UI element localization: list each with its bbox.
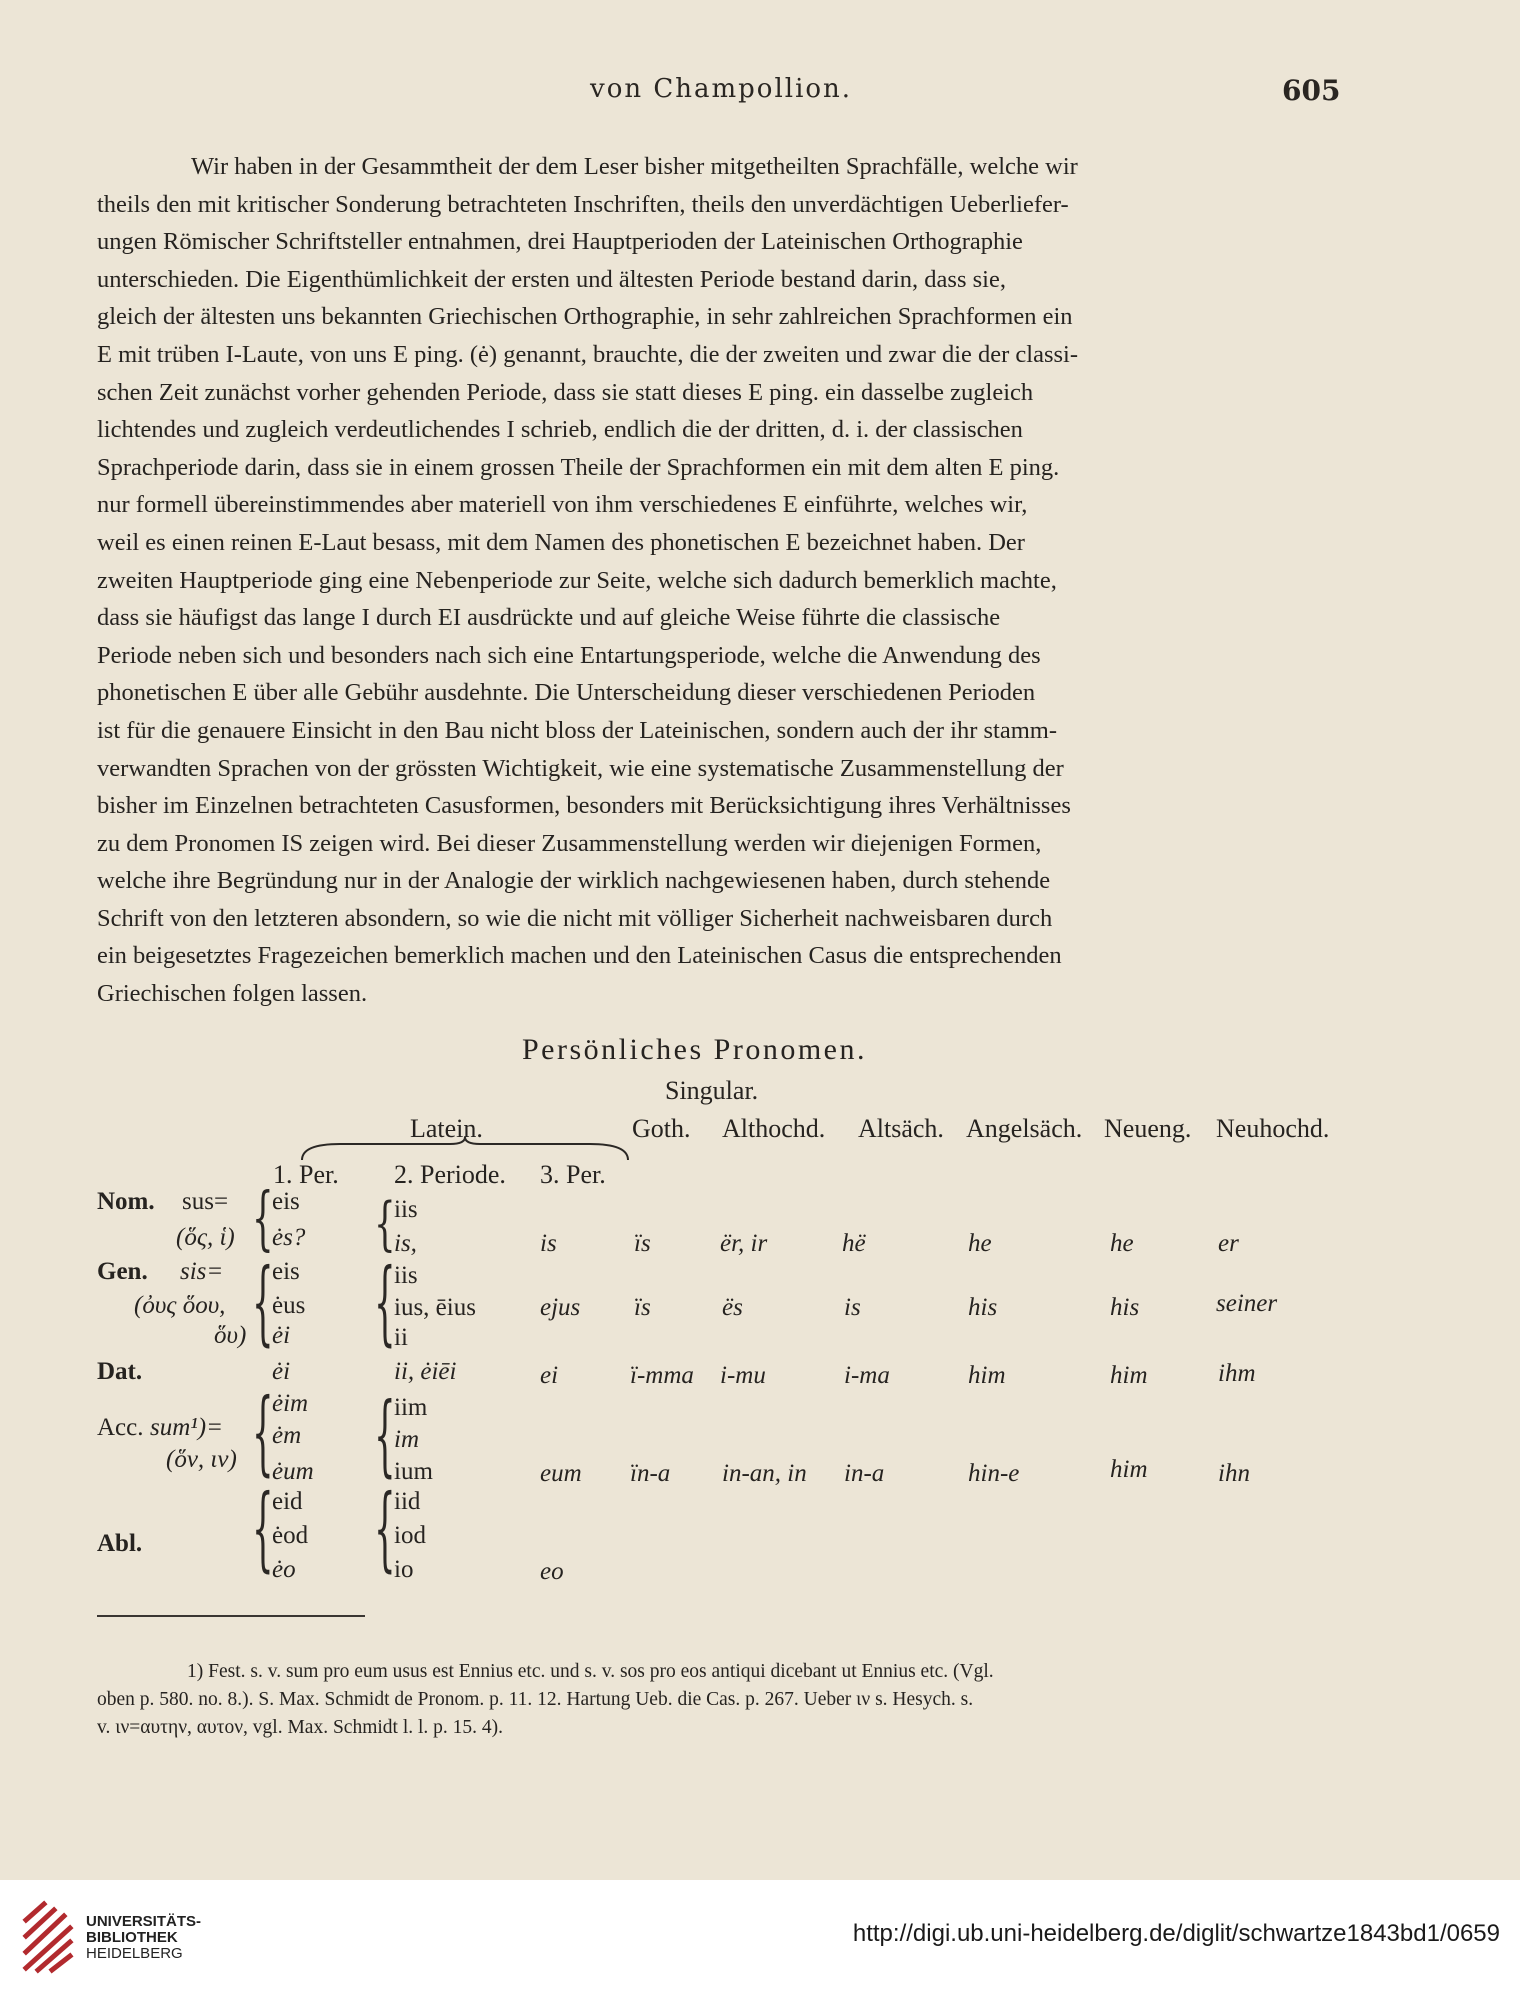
nom-p1-b: ės? xyxy=(272,1224,306,1251)
body-line: nur formell übereinstimmendes aber materiell von ihm verschiedenes E einführte, welches wir, xyxy=(97,491,1028,519)
acc-p1-b: ėm xyxy=(272,1422,302,1449)
gen-greek-a: (ὀυς ὅου, xyxy=(134,1292,226,1319)
gen-ags: his xyxy=(968,1294,998,1321)
period-header-1: 1. Per. xyxy=(273,1160,339,1189)
abl-p1-a: eid xyxy=(272,1488,303,1515)
body-line: Griechischen folgen lassen. xyxy=(97,980,368,1008)
viewer-footer xyxy=(0,1880,1520,1996)
body-line: welche ihre Begründung nur in der Analogie der wirklich nachgewiesenen haben, durch stehende xyxy=(97,867,1051,895)
body-line: Schrift von den letzteren absondern, so wie die nicht mit völliger Sicherheit nachweisbaren durch xyxy=(97,904,1053,932)
acc-nhd: ihn xyxy=(1218,1460,1250,1487)
nom-p1-a: eis xyxy=(272,1188,300,1215)
brace-icon: { xyxy=(374,1475,396,1584)
gen-nhd: seiner xyxy=(1216,1290,1278,1317)
body-line: Periode neben sich und besonders nach sich eine Entartungsperiode, welche die Anwendung des xyxy=(97,641,1041,669)
period-header-3: 3. Per. xyxy=(540,1160,606,1189)
nom-base: sus= xyxy=(182,1188,229,1215)
lang-header-ne: Neueng. xyxy=(1104,1114,1192,1143)
lang-header-nhd: Neuhochd. xyxy=(1216,1114,1330,1143)
footnote-line: 1) Fest. s. v. sum pro eum usus est Ennius etc. und s. v. sos pro eos antiqui dicebant ut Ennius etc. (Vgl. xyxy=(187,1661,994,1682)
case-label-acc: Acc. xyxy=(97,1414,144,1441)
abl-p2-a: iid xyxy=(394,1488,421,1515)
footnote-line: oben p. 580. no. 8.). S. Max. Schmidt de Pronom. p. 11. 12. Hartung Ueb. die Cas. p. 267. Ueber ιν s. Hesych. s. xyxy=(97,1689,974,1710)
nom-as: hë xyxy=(842,1230,866,1257)
page-number: 605 xyxy=(1282,74,1341,107)
gen-goth: ïs xyxy=(634,1294,651,1321)
body-line: Wir haben in der Gesammtheit der dem Leser bisher mitgetheilten Sprachfälle, welche wir xyxy=(191,153,1078,180)
gen-base: sis= xyxy=(180,1258,224,1285)
dat-p1: ėi xyxy=(272,1358,291,1385)
lang-header-ags: Angelsäch. xyxy=(966,1114,1083,1143)
body-line: E mit trüben I-Laute, von uns E ping. (ė) genannt, brauchte, die der zweiten und zwar die der classi- xyxy=(97,340,1079,368)
library-name-line: UNIVERSITÄTS- xyxy=(86,1913,202,1930)
abl-p1-c: ėo xyxy=(272,1556,296,1583)
brace-icon: { xyxy=(374,1249,396,1358)
body-line: ungen Römischer Schriftsteller entnahmen, drei Hauptperioden der Lateinischen Orthographie xyxy=(97,228,1023,256)
dat-ags: him xyxy=(968,1362,1006,1389)
dat-ne: him xyxy=(1110,1362,1148,1389)
acc-greek: (ὅν, ιν) xyxy=(166,1446,237,1473)
gen-p2-b: ius, ēius xyxy=(394,1294,476,1321)
nom-ags: he xyxy=(968,1230,992,1257)
footnote-rule xyxy=(97,1615,365,1617)
nom-p2-a: iis xyxy=(394,1196,418,1223)
body-line: lichtendes und zugleich verdeutlichendes I schrieb, endlich die der dritten, d. i. der classischen xyxy=(97,416,1023,444)
acc-p1-c: ėum xyxy=(272,1458,314,1485)
gen-p1-b: ėus xyxy=(272,1292,306,1319)
brace-icon: { xyxy=(252,1475,274,1584)
library-name-line: HEIDELBERG xyxy=(86,1945,183,1962)
lang-header-as: Altsäch. xyxy=(858,1114,944,1143)
gen-p2-a: iis xyxy=(394,1262,418,1289)
nom-nhd: er xyxy=(1218,1230,1239,1257)
body-line: weil es einen reinen E-Laut besass, mit dem Namen des phonetischen E bezeichnet haben. Der xyxy=(97,528,1025,556)
acc-base: sum¹)= xyxy=(150,1414,223,1441)
lang-header-ahd: Althochd. xyxy=(722,1114,826,1143)
library-name xyxy=(86,1914,201,1962)
body-line: unterschieden. Die Eigenthümlichkeit der ersten und ältesten Periode bestand darin, dass sie, xyxy=(97,265,1006,293)
abl-p2-b: iod xyxy=(394,1522,426,1549)
library-name-line: BIBLIOTHEK xyxy=(86,1929,178,1946)
abl-p2-c: io xyxy=(394,1556,414,1583)
library-logo-icon[interactable] xyxy=(20,1900,76,1976)
gen-latin-p3: ejus xyxy=(540,1294,581,1321)
brace-icon: { xyxy=(252,1249,274,1358)
gen-as: is xyxy=(844,1294,861,1321)
abl-p1-b: ėod xyxy=(272,1522,309,1549)
body-line: theils den mit kritischer Sonderung betrachteten Inschriften, theils den unverdächtigen Ueberliefer- xyxy=(97,190,1069,218)
section-subtitle: Singular. xyxy=(665,1076,759,1105)
body-line: gleich der ältesten uns bekannten Griechischen Orthographie, in sehr zahlreichen Sprachformen ein xyxy=(97,303,1073,331)
section-title: Persönliches Pronomen. xyxy=(522,1033,867,1066)
gen-greek-b: ὅυ) xyxy=(214,1322,247,1349)
footnote-line: v. ιν=αυτην, αυτον, vgl. Max. Schmidt l. l. p. 15. 4). xyxy=(97,1717,504,1738)
latin-header: Latein. xyxy=(410,1114,483,1143)
gen-ahd: ës xyxy=(722,1294,743,1321)
dat-ahd: i-mu xyxy=(720,1362,766,1389)
page-header xyxy=(0,74,1520,114)
acc-p2-a: iim xyxy=(394,1394,428,1421)
nom-ahd: ër, ir xyxy=(720,1230,768,1257)
body-line: dass sie häufigst das lange I durch EI ausdrückte und auf gleiche Weise führte die classische xyxy=(97,604,1001,632)
acc-latin-p3: eum xyxy=(540,1460,582,1487)
brace-icon: { xyxy=(252,1379,274,1488)
body-line: bisher im Einzelnen betrachteten Casusformen, besonders mit Berücksichtigung ihres Verhältnisses xyxy=(97,792,1071,820)
body-line: verwandten Sprachen von der grössten Wichtigkeit, wie eine systematische Zusammenstellung der xyxy=(97,754,1064,782)
nom-ne: he xyxy=(1110,1230,1134,1257)
acc-p2-c: ium xyxy=(394,1458,433,1485)
acc-p1-a: ėim xyxy=(272,1390,309,1417)
dat-p2: ii, ėiēi xyxy=(394,1358,457,1385)
body-line: ist für die genauere Einsicht in den Bau nicht bloss der Lateinischen, sondern auch der ihr stamm- xyxy=(97,716,1057,744)
body-line: Sprachperiode darin, dass sie in einem grossen Theile der Sprachformen ein mit dem alten E ping. xyxy=(97,453,1060,481)
running-title: von Champollion. xyxy=(590,74,853,104)
acc-as: in-a xyxy=(844,1460,885,1487)
nom-p2-b: is, xyxy=(394,1230,417,1257)
body-line: zu dem Pronomen IS zeigen wird. Bei dieser Zusammenstellung werden wir diejenigen Formen, xyxy=(97,829,1042,857)
dat-latin-p3: ei xyxy=(540,1362,559,1389)
permalink-url[interactable]: http://digi.ub.uni-heidelberg.de/diglit/schwartze1843bd1/0659 xyxy=(852,1920,1500,1947)
acc-goth: ïn-a xyxy=(630,1460,671,1487)
brace-icon: { xyxy=(374,1384,396,1489)
body-paragraph xyxy=(97,148,1344,1013)
acc-ags: hin-e xyxy=(968,1460,1020,1487)
gen-p1-a: eis xyxy=(272,1258,300,1285)
brace-icon: { xyxy=(374,1190,396,1259)
brace-icon: { xyxy=(252,1177,274,1260)
acc-ne: him xyxy=(1110,1456,1148,1483)
period-header-2: 2. Periode. xyxy=(394,1160,506,1189)
acc-ahd: in-an, in xyxy=(722,1460,807,1487)
gen-p2-c: ii xyxy=(394,1324,408,1351)
body-line: schen Zeit zunächst vorher gehenden Periode, dass sie statt dieses E ping. ein dasselbe zugleich xyxy=(97,378,1034,406)
logo-mark xyxy=(26,1904,70,1970)
body-line: zweiten Hauptperiode ging eine Nebenperiode zur Seite, welche sich dadurch bemerklich machte, xyxy=(97,566,1057,594)
dat-goth: ï-mma xyxy=(630,1362,694,1389)
case-label-dat: Dat. xyxy=(97,1358,143,1385)
gen-p1-c: ėi xyxy=(272,1322,291,1349)
gen-ne: his xyxy=(1110,1294,1140,1321)
case-label-nom: Nom. xyxy=(97,1188,155,1215)
acc-p2-b: im xyxy=(394,1426,419,1453)
case-label-gen: Gen. xyxy=(97,1258,148,1285)
lang-header-goth: Goth. xyxy=(632,1114,691,1143)
dat-nhd: ihm xyxy=(1218,1360,1256,1387)
nom-latin-p3: is xyxy=(540,1230,557,1257)
footnote xyxy=(97,1658,1344,1742)
case-label-abl: Abl. xyxy=(97,1530,143,1557)
body-line: phonetischen E über alle Gebühr ausdehnte. Die Unterscheidung dieser verschiedenen Perioden xyxy=(97,679,1036,707)
nom-goth: ïs xyxy=(634,1230,651,1257)
nom-greek: (ὅς, ἱ) xyxy=(176,1224,235,1251)
dat-as: i-ma xyxy=(844,1362,890,1389)
body-line: ein beigesetztes Fragezeichen bemerklich machen und den Lateinischen Casus die entsprechenden xyxy=(97,942,1062,970)
abl-latin-p3: eo xyxy=(540,1558,564,1585)
